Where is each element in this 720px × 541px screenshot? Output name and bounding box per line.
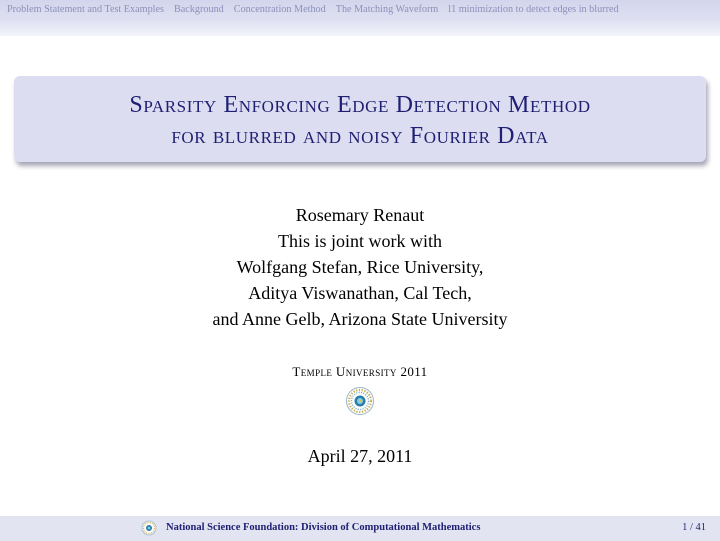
university-seal-icon [345, 386, 375, 416]
collaborator-2: Aditya Viswanathan, Cal Tech, [248, 283, 472, 303]
nav-item-problem-statement[interactable]: Problem Statement and Test Examples [7, 4, 164, 15]
title-line-2: for blurred and noisy Fourier Data [171, 123, 549, 149]
section-navbar [0, 0, 720, 36]
footer-text: National Science Foundation: Division of Computational Mathematics [166, 522, 481, 533]
nav-item-background[interactable]: Background [173, 4, 224, 15]
title-box [14, 76, 706, 162]
collaborator-3: and Anne Gelb, Arizona State University [212, 309, 508, 329]
author-block [0, 202, 720, 332]
collaborator-1: Wolfgang Stefan, Rice University, [236, 257, 484, 277]
nav-item-l1-minimization[interactable]: l1 minimization to detect edges in blurred [448, 4, 619, 15]
presentation-date: April 27, 2011 [307, 446, 413, 466]
joint-work-note: This is joint work with [277, 231, 442, 251]
footer-bar [0, 516, 720, 541]
presenter-name: Rosemary Renaut [295, 205, 425, 225]
navbar-items [0, 0, 720, 15]
nsf-logo-icon [141, 520, 157, 536]
institution: Temple University 2011 [292, 364, 428, 379]
nav-item-matching-waveform[interactable]: The Matching Waveform [335, 4, 439, 15]
page-number: 1 / 41 [682, 522, 706, 533]
nav-item-concentration-method[interactable]: Concentration Method [233, 4, 326, 15]
title-line-1: Sparsity Enforcing Edge Detection Method [129, 92, 591, 118]
